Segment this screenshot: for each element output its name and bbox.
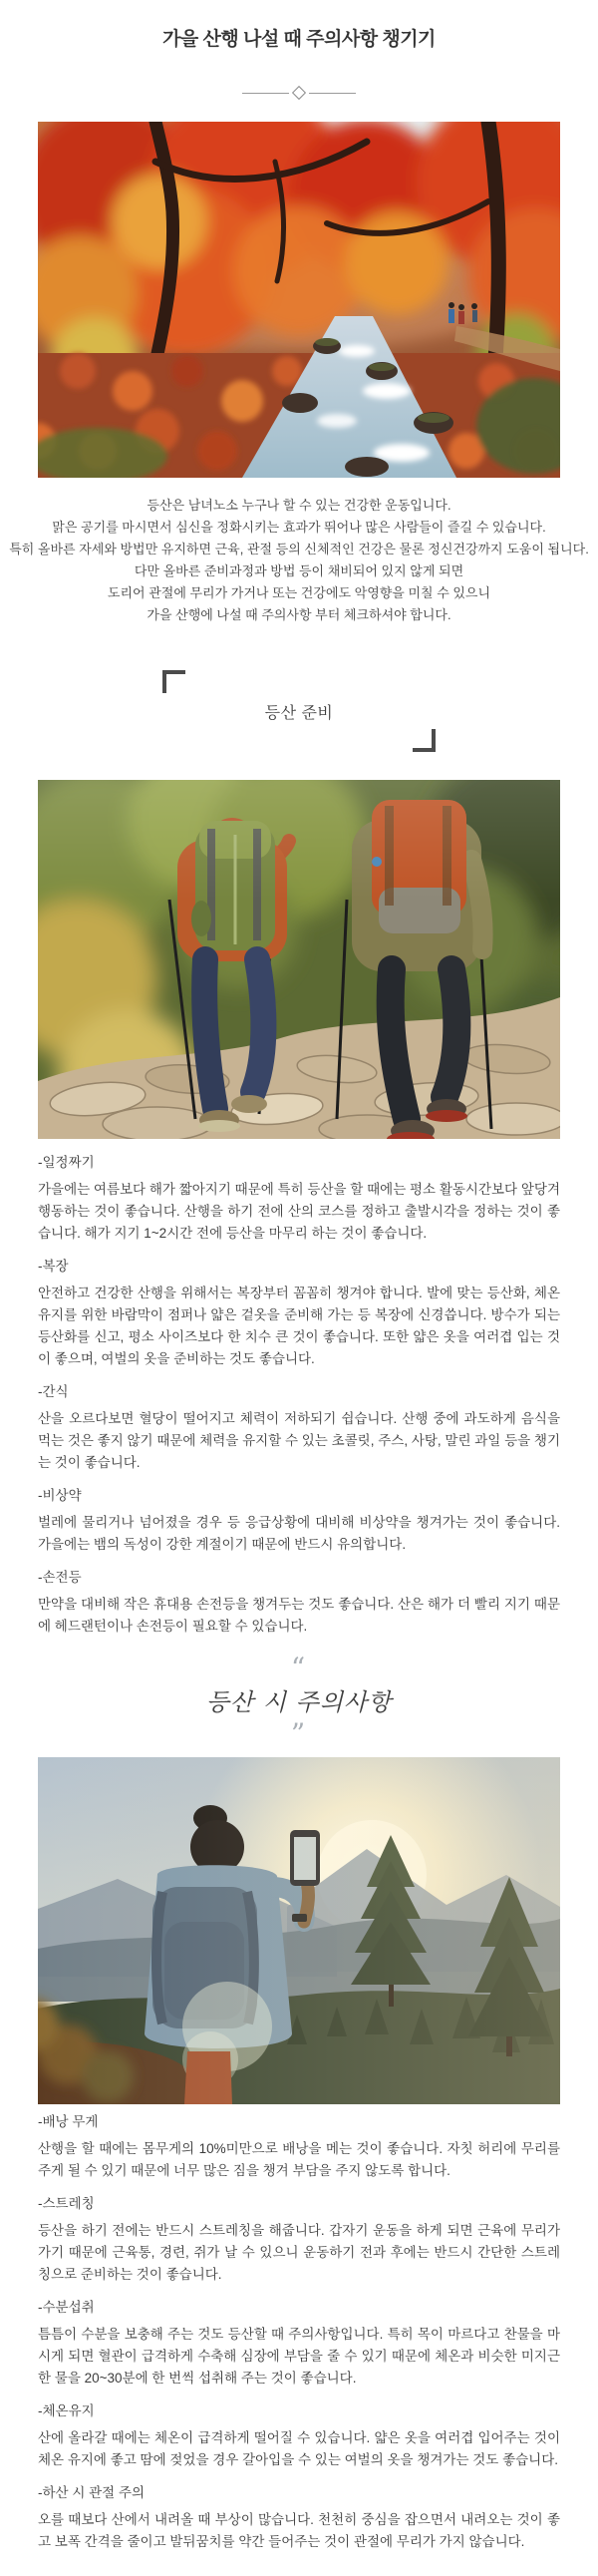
tip-section-hydration: [38, 2300, 560, 2390]
tip-section-stretching: [38, 2196, 560, 2286]
tip-body: 벌레에 물리거나 넘어졌을 경우 등 응급상황에 대비해 비상약을 챙겨가는 것이 좋습니다. 가을에는 뱀의 독성이 강한 계절이기 때문에 반드시 유의합니다.: [38, 1515, 560, 1552]
hikers-trail-image: [38, 780, 560, 1139]
tip-body: 산에 올라갈 때에는 체온이 급격하게 떨어질 수 있습니다. 얇은 옷을 여러겹 입어주는 것이 체온 유지에 좋고 땀에 젖었을 경우 갈아입을 수 있는 여벌의 옷을 챙겨가는 것도 좋습니다.: [38, 2430, 560, 2467]
page-title: 가을 산행 나설 때 주의사항 챙기기: [162, 29, 436, 50]
section-heading-cautions: 등산 시 주의사항: [205, 1688, 393, 1716]
divider-line: [242, 93, 289, 94]
diamond-icon: [292, 86, 306, 100]
tip-section-first-aid: [38, 1488, 560, 1556]
tip-title: -수분섭취: [38, 2300, 95, 2315]
divider-line: [309, 93, 356, 94]
sunset-summit-image: [38, 1757, 560, 2104]
tip-title: -스트레칭: [38, 2196, 95, 2211]
tip-section-body-temperature: [38, 2403, 560, 2471]
tip-title: -배낭 무게: [38, 2114, 99, 2129]
tip-body: 산을 오르다보면 혈당이 떨어지고 체력이 저하되기 쉽습니다. 산행 중에 과도하게 음식을 먹는 것은 좋지 않기 때문에 체력을 유지할 수 있는 초콜릿, 주스, 사탕, 말린 과일 등을 챙기는 것이 좋습니다.: [38, 1411, 560, 1470]
preparation-tips: [38, 1155, 560, 1638]
intro-paragraph: [0, 495, 598, 626]
tip-title: -일정짜기: [38, 1155, 95, 1170]
section-heading-frame: [162, 670, 436, 752]
tip-title: -복장: [38, 1259, 69, 1274]
sunset-summit-photo[interactable]: [38, 1757, 560, 2104]
intro-line: 가을 산행에 나설 때 주의사항 부터 체크하셔야 합니다.: [147, 607, 451, 622]
corner-bracket-bottom-right-icon: [413, 729, 436, 752]
tip-title: -체온유지: [38, 2403, 95, 2418]
tip-body: 만약을 대비해 작은 휴대용 손전등을 챙겨두는 것도 좋습니다. 산은 해가 더 빨리 지기 때문에 헤드랜턴이나 손전등이 필요할 수 있습니다.: [38, 1597, 560, 1634]
tip-body: 틈틈이 수분을 보충해 주는 것도 등산할 때 주의사항입니다. 특히 목이 마르다고 찬물을 마시게 되면 혈관이 급격하게 수축해 심장에 부담을 줄 수 있기 때문에 체온과 비슷한 미지근한 물을 20~30분에 한 번씩 섭취해 주는 것이 좋습니다.: [38, 2327, 560, 2386]
open-quote-icon: “: [290, 1652, 308, 1684]
tip-body: 안전하고 건강한 산행을 위해서는 복장부터 꼼꼼히 챙겨야 합니다. 발에 맞는 등산화, 체온유지를 위한 바람막이 점퍼나 얇은 겉옷을 준비해 가는 등 복장에 신경씁니다. 방수가 되는 등산화를 신고, 평소 사이즈보다 한 치수 큰 것이 좋습니다. 또한 얇은 옷을 여러겹 입는 것이 좋으며, 여벌의 옷을 준비하는 것도 좋습니다.: [38, 1286, 560, 1366]
section-heading-preparation: 등산 준비: [264, 705, 334, 722]
tip-title: -하산 시 관절 주의: [38, 2485, 146, 2500]
intro-line: 맑은 공기를 마시면서 심신을 정화시키는 효과가 뛰어나 많은 사람들이 즐길 수 있습니다.: [52, 520, 546, 535]
tip-title: -간식: [38, 1384, 69, 1399]
tip-body: 오를 때보다 산에서 내려올 때 부상이 많습니다. 천천히 중심을 잡으면서 내려오는 것이 좋고 보폭 간격을 줄이고 발뒤꿈치를 약간 들어주는 것이 관절에 무리가 가지 않습니다.: [38, 2512, 560, 2549]
tip-title: -비상약: [38, 1488, 82, 1503]
tip-body: 가을에는 여름보다 해가 짧아지기 때문에 특히 등산을 할 때에는 평소 활동시간보다 앞당겨 행동하는 것이 좋습니다. 산행을 하기 전에 산의 코스를 정하고 출발시각을 정하는 것이 좋습니다. 해가 지기 1~2시간 전에 등산을 마무리 하는 것이 좋습니다.: [38, 1182, 560, 1241]
caution-tips: [38, 2114, 560, 2553]
hikers-trail-photo[interactable]: [38, 780, 560, 1139]
intro-line: 다만 올바른 준비과정과 방법 등이 채비되어 있지 않게 되면: [134, 563, 464, 578]
autumn-forest-image: [38, 122, 560, 478]
corner-bracket-top-left-icon: [162, 670, 185, 693]
tip-title: -손전등: [38, 1570, 82, 1585]
tip-section-descending-joints: [38, 2485, 560, 2553]
intro-line: 등산은 남녀노소 누구나 할 수 있는 건강한 운동입니다.: [147, 498, 451, 513]
tip-section-clothing: [38, 1259, 560, 1370]
tip-section-backpack-weight: [38, 2114, 560, 2182]
intro-line: 특히 올바른 자세와 방법만 유지하면 근육, 관절 등의 신체적인 건강은 물론 정신건강까지 도움이 됩니다.: [9, 542, 589, 556]
tip-section-flashlight: [38, 1570, 560, 1638]
tip-section-schedule: [38, 1155, 560, 1245]
quote-heading-block: [0, 1652, 598, 1750]
tip-body: 등산을 하기 전에는 반드시 스트레칭을 해줍니다. 갑자기 운동을 하게 되면 근육에 무리가 가기 때문에 근육통, 경련, 쥐가 날 수 있으니 운동하기 전과 후에는 반드시 간단한 스트레칭으로 준비하는 것이 좋습니다.: [38, 2223, 560, 2282]
autumn-forest-photo[interactable]: [38, 122, 560, 478]
close-quote-icon: ”: [290, 1717, 308, 1750]
tip-body: 산행을 할 때에는 몸무게의 10%미만으로 배낭을 메는 것이 좋습니다. 자칫 허리에 무리를 주게 될 수 있기 때문에 너무 많은 짐을 챙겨 부담을 주지 않도록 합니다.: [38, 2141, 560, 2178]
tip-section-snacks: [38, 1384, 560, 1474]
diamond-divider: [0, 88, 598, 98]
intro-line: 도리어 관절에 무리가 가거나 또는 건강에도 악영향을 미칠 수 있으니: [107, 585, 491, 600]
